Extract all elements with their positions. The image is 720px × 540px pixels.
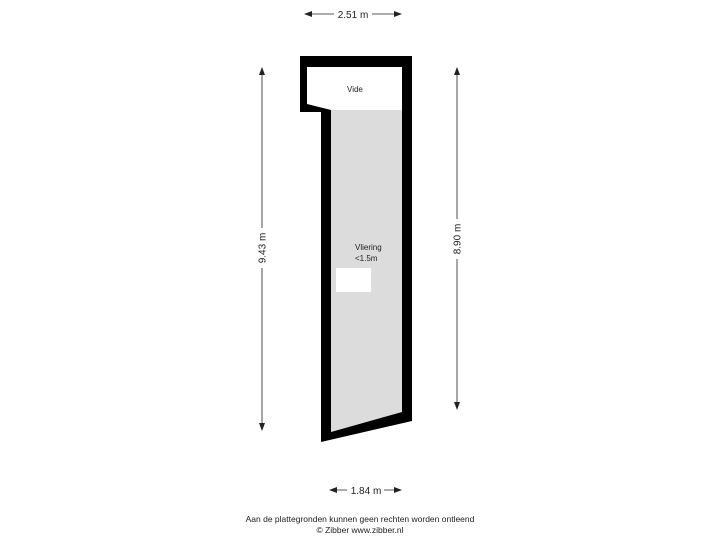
bottom-dimension-label: 1.84 m — [350, 486, 382, 497]
left-dimension-label: 9.43 m — [257, 232, 269, 264]
footer-copyright: © Zibber www.zibber.nl — [316, 525, 404, 535]
top-dimension — [305, 10, 401, 21]
vide-label: Vide — [347, 85, 363, 94]
vliering-label: Vliering — [355, 243, 382, 252]
footer-disclaimer: Aan de plattegronden kunnen geen rechten worden ontleend — [245, 514, 475, 524]
vliering-height-note: <1.5m — [355, 254, 378, 263]
floor-opening — [336, 268, 371, 292]
right-dimension-label: 8.90 m — [452, 223, 464, 255]
right-dimension — [453, 68, 464, 409]
top-dimension-label: 2.51 m — [337, 10, 369, 21]
bottom-dimension — [330, 486, 401, 497]
left-dimension — [258, 68, 269, 430]
